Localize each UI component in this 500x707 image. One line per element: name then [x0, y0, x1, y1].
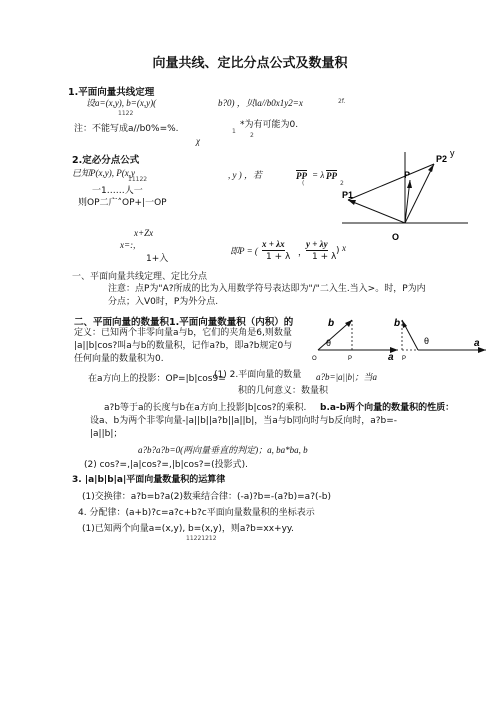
- segment-p1-p2: [348, 164, 434, 200]
- label-p2: P2: [436, 154, 448, 164]
- label-b-left: b: [328, 318, 335, 329]
- formula-num-x: x + λx: [262, 239, 285, 249]
- arrow-b-left: [345, 320, 352, 327]
- formula-lead: 即P = (: [230, 246, 258, 256]
- s2-line1-g: (: [302, 180, 305, 187]
- perpendicular-criterion: a?b?a?b=0(两向量垂直的判定)；a, ba*ba, b: [138, 445, 308, 455]
- formula-den-x: 1 + λ: [266, 252, 291, 262]
- label-theta-left: θ: [326, 338, 332, 348]
- operation-laws-1: (1)交换律：a?b=b?a(2)数乘结合律：(-a)?b=-(a?b)=a?(-b): [82, 492, 331, 502]
- projection-figure: [310, 314, 490, 364]
- s1-line1-a: 设a=(x,y), b=(x,y)(: [86, 98, 157, 108]
- sec2-def-1: 定义：已知两个非零向量a与b，它们的夹角是6,则数量: [74, 328, 292, 338]
- section-2-heading: 2.定必分点公式: [72, 155, 140, 166]
- label-b-right: b: [394, 318, 401, 329]
- projection-line: 在a方向上的投影：OP=|b|cos9=: [88, 374, 226, 384]
- s2-line5: 1+入: [146, 254, 169, 264]
- s2-line1-sub: 11122: [128, 176, 148, 183]
- label-p-right: P: [402, 356, 407, 362]
- s1-line1-b: b?0) ，贝‖a//b0x1y2=x: [218, 98, 303, 108]
- s1-note-c: 1: [232, 128, 236, 135]
- sec1-note-line1: 注意：点P为"A?所成的比为入用数学符号表达即为"/"二入生.当入>。时，P为内: [108, 284, 426, 294]
- s2-line1-a: 已知P(x,y), P(x,y: [72, 168, 135, 178]
- s2-line2-b: 则OP二广˄OP+|一OP: [78, 198, 167, 208]
- label-o-left: O: [312, 356, 317, 362]
- label-a-right: a: [474, 338, 480, 349]
- s1-note-d: 2: [250, 132, 254, 139]
- s2-line1-d: = λ: [312, 170, 325, 180]
- label-theta-right: θ: [424, 336, 430, 346]
- label-p: P: [404, 170, 411, 180]
- sec2-def-3: 任何向量的数量积为0.: [74, 354, 164, 364]
- label-a-left: a: [388, 352, 394, 363]
- s2-line2-a: 一1……人一: [92, 186, 143, 196]
- dot-product-eq: a?b=|a||b|；当a: [316, 372, 377, 382]
- geometric-meaning-text: a?b等于a的长度与b在a方向上投影|b|cos?的乘积.: [104, 403, 307, 413]
- section-1-heading: 1.平面向量共线定理: [68, 87, 155, 98]
- properties-line2: |a||b|；: [90, 429, 123, 439]
- operation-laws-head: 3. |a|b|b|a|平面向量数量积的运算律: [72, 475, 226, 485]
- s1-line1-c: 2f.: [338, 98, 346, 105]
- formula-den-y: 1 + λ: [312, 252, 337, 262]
- label-p-left: P: [348, 356, 353, 362]
- vector-pp: PP: [296, 171, 307, 181]
- label-y: y: [450, 148, 455, 158]
- cosine-formula: (2) cos?=,|a|cos?=,|b|cos?=(投影式).: [84, 460, 248, 470]
- s1-note-b: *为有可能为0.: [240, 120, 299, 130]
- distributive-law: 4. 分配律：(a+b)?c=a?c+b?c平面向量数量积的坐标表示: [78, 508, 315, 518]
- formula-close: ): [336, 246, 340, 256]
- sec2-def-2: |a||b|cos?叫a与b的数量积，记作a?b，即a?b规定0与: [74, 341, 293, 351]
- dot-product-geometric: (1) 2.平面向量的数量: [214, 370, 302, 380]
- s1-line1-sub: 1122: [118, 110, 134, 117]
- s1-note-e: χ: [196, 136, 200, 146]
- vector-op1: [348, 200, 405, 223]
- label-o: O: [392, 232, 400, 242]
- coordinate-formula: (1)已知两个向量a=(x,y), b=(x,y)，则a?b=xx+yy.: [82, 524, 294, 534]
- arrow-b-right: [402, 320, 407, 328]
- sec2-heading: 二、平面向量的数量积1.平面向量数量积（内积）的: [74, 317, 294, 328]
- page-title: 向量共线、定比分点公式及数量积: [152, 56, 348, 71]
- formula-num-y: y + λy: [306, 239, 328, 249]
- properties-head: b.a-b两个向量的数量积的性质：: [320, 403, 455, 413]
- formula-comma: ，: [298, 248, 308, 258]
- s2-line1-b: , y ) ，若: [228, 170, 262, 180]
- sec1-note-line2: 分点；入V0时，P为外分点.: [108, 297, 219, 307]
- s2-line4: x=:,: [120, 240, 136, 250]
- formula-tail: x: [342, 243, 346, 253]
- s2-line3: x+Zx: [134, 228, 154, 238]
- properties-line1: 设a、b为两个非零向量-|a||b||a?b||a||b|，当a与b同向时与b反向时，a?b=-: [90, 416, 397, 426]
- vector-pp2: PP: [326, 171, 337, 181]
- geometric-meaning: 积的几何意义：数量积: [238, 386, 329, 396]
- s1-note: 注：不能写成a//b0%=%.: [74, 124, 179, 134]
- coordinate-formula-sub: 11221212: [186, 535, 217, 542]
- s2-line1-f: 2: [340, 180, 344, 187]
- label-p1: P1: [342, 190, 354, 200]
- sec1-heading: 一、平面向量共线定理、定比分点: [72, 272, 208, 282]
- section-point-figure: [340, 148, 470, 248]
- arrow-p1: [348, 200, 356, 205]
